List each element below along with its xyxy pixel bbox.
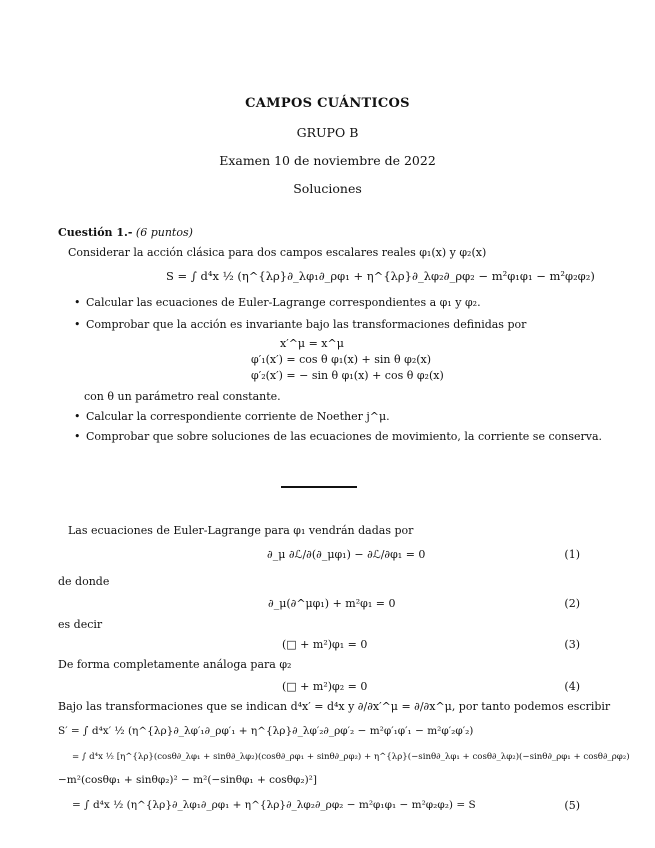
equation-2: ∂_μ(∂^μφ₁) + m²φ₁ = 0 xyxy=(268,597,396,610)
exam-date: Examen 10 de noviembre de 2022 xyxy=(219,153,436,168)
derivation-line-4: = ∫ d⁴x ½ (η^{λρ}∂_λφ₁∂_ρφ₁ + η^{λρ}∂_λφ₂∂_ρφ₂ − m²φ₁φ₁ − m²φ₂φ₂) = S xyxy=(72,799,476,811)
bullet-euler-lagrange: • Calcular las ecuaciones de Euler-Lagrange correspondientes a φ₁ y φ₂. xyxy=(74,296,481,309)
equation-number-2: (2) xyxy=(564,597,580,610)
question-label: Cuestión 1.- xyxy=(58,226,133,239)
solution-p1: Las ecuaciones de Euler-Lagrange para φ₁ vendrán dadas por xyxy=(68,524,414,537)
solution-p3: es decir xyxy=(58,618,103,631)
equation-number-5: (5) xyxy=(564,799,580,812)
page-title: CAMPOS CUÁNTICOS xyxy=(245,96,410,111)
bullet-conservation: • Comprobar que sobre soluciones de las ecuaciones de movimiento, la corriente se conserva. xyxy=(74,430,602,443)
equation-4: (□ + m²)φ₂ = 0 xyxy=(282,680,368,693)
equation-3: (□ + m²)φ₁ = 0 xyxy=(282,638,368,651)
equation-number-1: (1) xyxy=(564,548,580,561)
section-divider xyxy=(281,486,357,488)
param-note: con θ un parámetro real constante. xyxy=(84,390,281,403)
equation-1: ∂_μ ∂ℒ/∂(∂_μφ₁) − ∂ℒ/∂φ₁ = 0 xyxy=(267,548,426,561)
transform-phi1: φ′₁(x′) = cos θ φ₁(x) + sin θ φ₂(x) xyxy=(251,353,432,366)
solution-p5: Bajo las transformaciones que se indican d⁴x′ = d⁴x y ∂/∂x′^μ = ∂/∂x^μ, por tanto podemos escribir xyxy=(58,700,611,713)
derivation-line-3: −m²(cosθφ₁ + sinθφ₂)² − m²(−sinθφ₁ + cosθφ₂)²] xyxy=(58,774,317,786)
bullet-invariance: • Comprobar que la acción es invariante bajo las transformaciones definidas por xyxy=(74,318,526,331)
action-equation: S = ∫ d⁴x ½ (η^{λρ}∂_λφ₁∂_ρφ₁ + η^{λρ}∂_λφ₂∂_ρφ₂ − m²φ₁φ₁ − m²φ₂φ₂) xyxy=(166,269,595,283)
solution-p2: de donde xyxy=(58,575,110,588)
derivation-line-1: S′ = ∫ d⁴x′ ½ (η^{λρ}∂_λφ′₁∂_ρφ′₁ + η^{λρ}∂_λφ′₂∂_ρφ′₂ − m²φ′₁φ′₁ − m²φ′₂φ′₂) xyxy=(58,725,474,737)
derivation-line-2: = ∫ d⁴x ½ [η^{λρ}(cosθ∂_λφ₁ + sinθ∂_λφ₂)(cosθ∂_ρφ₁ + sinθ∂_ρφ₂) + η^{λρ}(−sinθ∂_λφ₁ + cosθ∂_λφ₂)(−sinθ∂_ρφ₁ + cosθ∂_ρφ₂) xyxy=(72,752,630,762)
question-header xyxy=(58,226,193,239)
bullet-noether: • Calcular la correspondiente corriente de Noether j^μ. xyxy=(74,410,390,423)
transform-phi2: φ′₂(x′) = − sin θ φ₁(x) + cos θ φ₂(x) xyxy=(251,369,444,382)
equation-number-3: (3) xyxy=(564,638,580,651)
question-points: (6 puntos) xyxy=(135,226,193,239)
question-intro: Considerar la acción clásica para dos campos escalares reales φ₁(x) y φ₂(x) xyxy=(68,246,487,259)
solution-p4: De forma completamente análoga para φ₂ xyxy=(58,658,292,671)
transform-x: x′^μ = x^μ xyxy=(280,337,344,350)
equation-number-4: (4) xyxy=(564,680,580,693)
group-label: GRUPO B xyxy=(296,125,359,140)
solutions-label: Soluciones xyxy=(293,181,362,196)
